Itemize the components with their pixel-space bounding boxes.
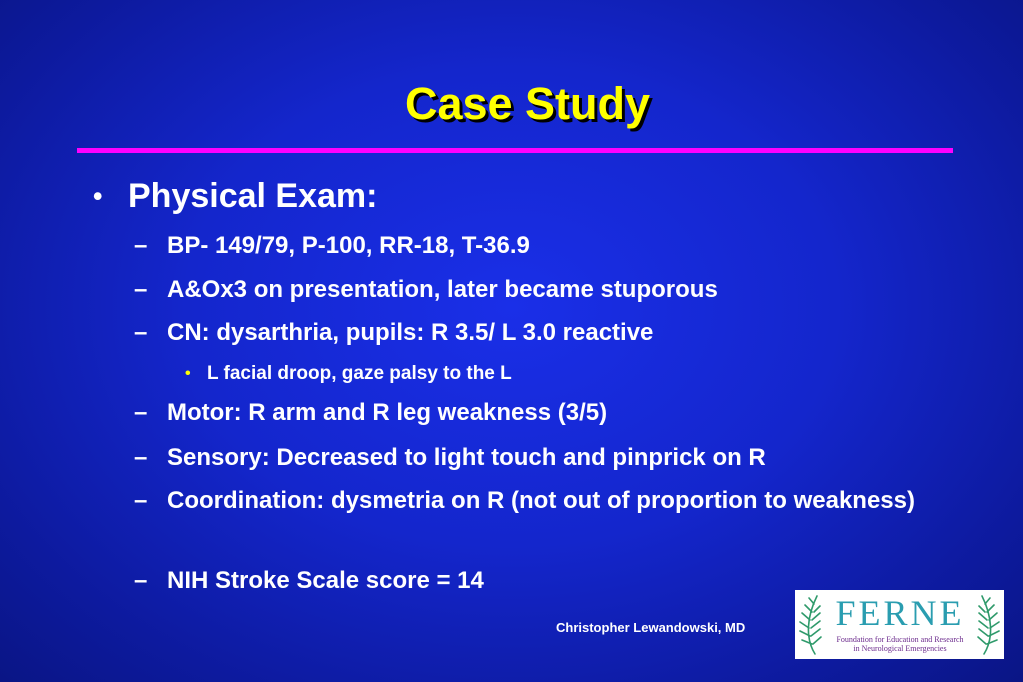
sub-item-text: Motor: R arm and R leg weakness (3/5): [167, 399, 608, 426]
logo-subtitle-line1: Foundation for Education and Research: [836, 635, 964, 644]
dash-icon: –: [134, 567, 148, 594]
ferne-logo: [795, 590, 1004, 659]
dash-icon: –: [134, 276, 148, 303]
dash-icon: –: [134, 232, 148, 259]
sub-item-text: CN: dysarthria, pupils: R 3.5/ L 3.0 reactive: [167, 319, 654, 346]
dash-icon: –: [134, 319, 148, 346]
dash-icon: –: [134, 444, 148, 471]
sub-item-vitals: [134, 228, 954, 264]
bullet-dot-icon: •: [185, 365, 191, 382]
author-footer: Christopher Lewandowski, MD: [556, 620, 746, 635]
bullet-label: Physical Exam:: [128, 177, 378, 215]
dash-icon: –: [134, 487, 148, 514]
logo-subtitle-line2: in Neurological Emergencies: [853, 644, 947, 653]
slide-title: Case Study: [404, 78, 651, 129]
sub-sub-item-facial-droop: [185, 361, 785, 387]
sub-item-text: Sensory: Decreased to light touch and pinprick on R: [167, 444, 766, 471]
sub-item-text: A&Ox3 on presentation, later became stuporous: [167, 276, 718, 303]
bullet-dot-icon: •: [93, 181, 103, 211]
dash-icon: –: [134, 399, 148, 426]
logo-wordmark: FERNE: [835, 593, 965, 633]
sub-item-text: NIH Stroke Scale score = 14: [167, 567, 484, 594]
sub-item-text: Coordination: dysmetria on R (not out of proportion to weakness): [167, 487, 915, 514]
sub-item-text: BP- 149/79, P-100, RR-18, T-36.9: [167, 232, 530, 259]
sub-item-motor: [134, 395, 954, 431]
sub-item-cranial-nerves: [134, 315, 954, 351]
sub-item-sensory: [134, 440, 954, 476]
sub-sub-item-text: L facial droop, gaze palsy to the L: [207, 363, 512, 384]
title-divider: [77, 148, 953, 153]
sub-item-orientation: [134, 272, 954, 308]
sub-item-coordination: [134, 483, 954, 519]
